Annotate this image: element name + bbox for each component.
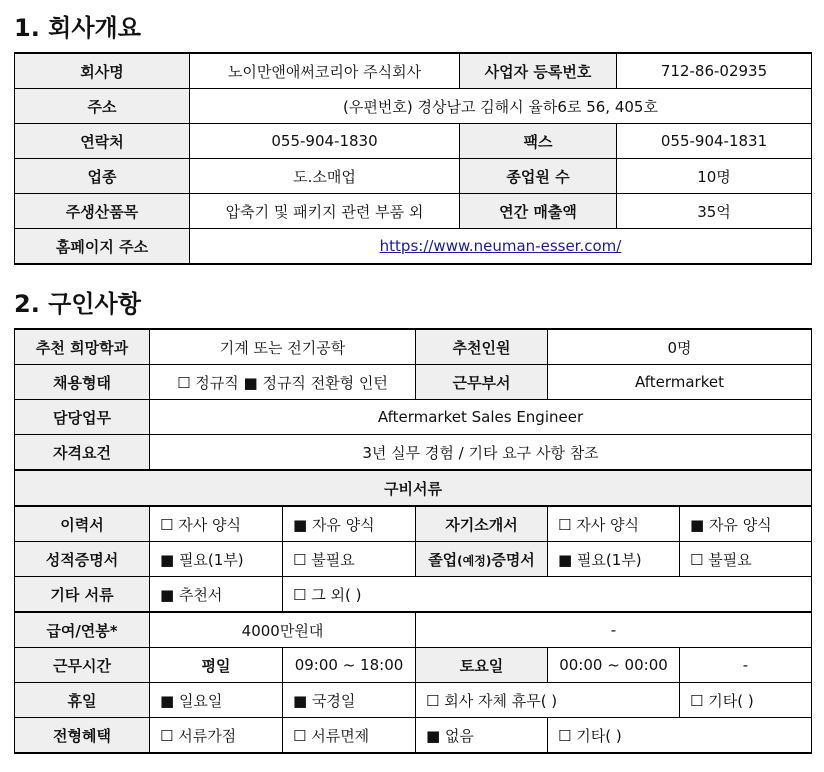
resume-option-free[interactable]: ■ 자유 양식 bbox=[283, 506, 416, 542]
benefit-label: 전형혜택 bbox=[15, 718, 150, 754]
benefit-option-bonus[interactable]: ☐ 서류가점 bbox=[150, 718, 283, 754]
grade-label: 성적증명서 bbox=[15, 542, 150, 577]
benefit-option-other[interactable]: ☐ 기타( ) bbox=[548, 718, 812, 754]
saturday-label: 토요일 bbox=[416, 648, 548, 683]
section1-title: 1. 회사개요 bbox=[14, 14, 141, 42]
table-row bbox=[15, 53, 812, 89]
grad-option-required[interactable]: ■ 필요(1부) bbox=[548, 542, 680, 577]
benefit-option-exempt[interactable]: ☐ 서류면제 bbox=[283, 718, 416, 754]
recruitment-table bbox=[14, 328, 812, 754]
table-row bbox=[15, 470, 812, 506]
recruit-value: 0명 bbox=[548, 329, 812, 365]
products-value: 압축기 및 패키지 관련 부품 외 bbox=[190, 194, 460, 229]
table-row bbox=[15, 648, 812, 683]
grad-option-not-required[interactable]: ☐ 불필요 bbox=[680, 542, 812, 577]
dept-label: 추천 희망학과 bbox=[15, 329, 150, 365]
duty-value: Aftermarket Sales Engineer bbox=[150, 400, 812, 435]
saturday-value: 00:00 ~ 00:00 bbox=[548, 648, 680, 683]
recruit-label: 추천인원 bbox=[416, 329, 548, 365]
salary-label: 급여/연봉* bbox=[15, 612, 150, 648]
homepage-label: 홈페이지 주소 bbox=[15, 229, 190, 265]
table-row bbox=[15, 124, 812, 159]
duty-label: 담당업무 bbox=[15, 400, 150, 435]
homepage-cell bbox=[190, 229, 812, 265]
holiday-label: 휴일 bbox=[15, 683, 150, 718]
fax-label: 팩스 bbox=[460, 124, 617, 159]
holiday-option-company[interactable]: ☐ 회사 자체 휴무( ) bbox=[416, 683, 680, 718]
salary-value: 4000만원대 bbox=[150, 612, 416, 648]
grad-label-a: 졸업 bbox=[428, 550, 458, 569]
table-row bbox=[15, 542, 812, 577]
resume-label: 이력서 bbox=[15, 506, 150, 542]
table-row bbox=[15, 718, 812, 754]
weekday-label: 평일 bbox=[150, 648, 283, 683]
contact-label: 연락처 bbox=[15, 124, 190, 159]
table-row bbox=[15, 194, 812, 229]
table-row bbox=[15, 229, 812, 265]
table-row bbox=[15, 577, 812, 613]
regno-value: 712-86-02935 bbox=[617, 53, 812, 89]
intro-option-free[interactable]: ■ 자유 양식 bbox=[680, 506, 812, 542]
grad-cert-label bbox=[416, 542, 548, 577]
salary-other: - bbox=[416, 612, 812, 648]
emptype-label: 채용형태 bbox=[15, 365, 150, 400]
resume-option-company[interactable]: ☐ 자사 양식 bbox=[150, 506, 283, 542]
weekday-value: 09:00 ~ 18:00 bbox=[283, 648, 416, 683]
grad-label-c: 증명서 bbox=[491, 550, 535, 569]
company-overview-table bbox=[14, 52, 812, 265]
docs-header: 구비서류 bbox=[15, 470, 812, 506]
etc-option-recommendation[interactable]: ■ 추천서 bbox=[150, 577, 283, 613]
address-label: 주소 bbox=[15, 89, 190, 124]
table-row bbox=[15, 612, 812, 648]
holiday-option-other[interactable]: ☐ 기타( ) bbox=[680, 683, 812, 718]
employees-label: 종업원 수 bbox=[460, 159, 617, 194]
contact-value: 055-904-1830 bbox=[190, 124, 460, 159]
holiday-option-national[interactable]: ■ 국경일 bbox=[283, 683, 416, 718]
employees-value: 10명 bbox=[617, 159, 812, 194]
table-row bbox=[15, 159, 812, 194]
qual-label: 자격요건 bbox=[15, 435, 150, 471]
table-row bbox=[15, 89, 812, 124]
workdept-value: Aftermarket bbox=[548, 365, 812, 400]
workdept-label: 근무부서 bbox=[416, 365, 548, 400]
sales-value: 35억 bbox=[617, 194, 812, 229]
table-row bbox=[15, 506, 812, 542]
holiday-option-sunday[interactable]: ■ 일요일 bbox=[150, 683, 283, 718]
grade-option-not-required[interactable]: ☐ 불필요 bbox=[283, 542, 416, 577]
address-value: (우편번호) 경상남고 김해시 율하6로 56, 405호 bbox=[190, 89, 812, 124]
hours-label: 근무시간 bbox=[15, 648, 150, 683]
industry-value: 도.소매업 bbox=[190, 159, 460, 194]
products-label: 주생산품목 bbox=[15, 194, 190, 229]
qual-value: 3년 실무 경험 / 기타 요구 사항 참조 bbox=[150, 435, 812, 471]
sales-label: 연간 매출액 bbox=[460, 194, 617, 229]
table-row bbox=[15, 435, 812, 471]
table-row bbox=[15, 683, 812, 718]
emptype-value: ☐ 정규직 ■ 정규직 전환형 인턴 bbox=[150, 365, 416, 400]
grade-option-required[interactable]: ■ 필요(1부) bbox=[150, 542, 283, 577]
fax-value: 055-904-1831 bbox=[617, 124, 812, 159]
company-label: 회사명 bbox=[15, 53, 190, 89]
intro-option-company[interactable]: ☐ 자사 양식 bbox=[548, 506, 680, 542]
etc-option-other[interactable]: ☐ 그 외( ) bbox=[283, 577, 812, 613]
benefit-option-none[interactable]: ■ 없음 bbox=[416, 718, 548, 754]
table-row bbox=[15, 329, 812, 365]
intro-label: 자기소개서 bbox=[416, 506, 548, 542]
industry-label: 업종 bbox=[15, 159, 190, 194]
dept-value: 기계 또는 전기공학 bbox=[150, 329, 416, 365]
regno-label: 사업자 등록번호 bbox=[460, 53, 617, 89]
homepage-link[interactable]: https://www.neuman-esser.com/ bbox=[379, 237, 622, 255]
grad-label-b: (예정) bbox=[457, 553, 492, 568]
etc-label: 기타 서류 bbox=[15, 577, 150, 613]
table-row bbox=[15, 400, 812, 435]
saturday-other: - bbox=[680, 648, 812, 683]
section2-title: 2. 구인사항 bbox=[14, 290, 141, 318]
company-value: 노이만앤애써코리아 주식회사 bbox=[190, 53, 460, 89]
table-row bbox=[15, 365, 812, 400]
